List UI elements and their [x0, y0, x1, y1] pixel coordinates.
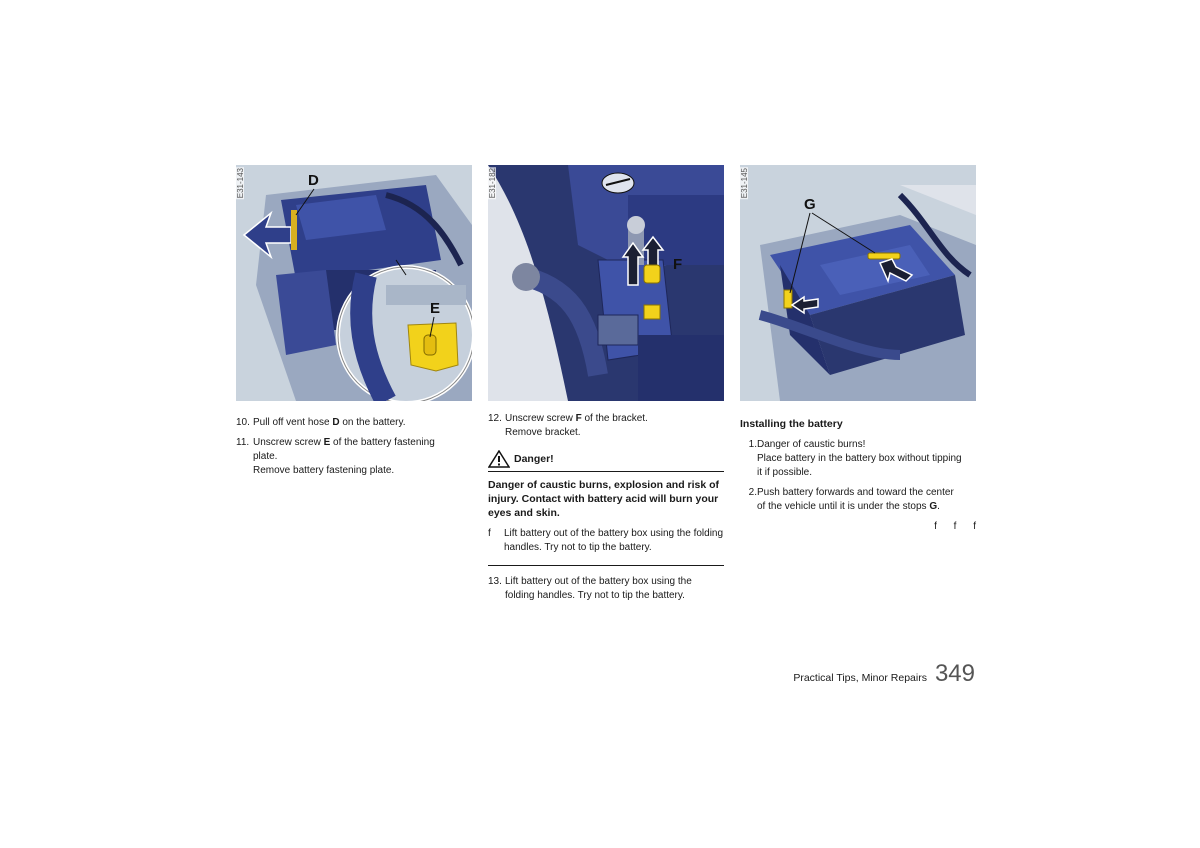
column-2 — [488, 412, 724, 609]
figure-vent-hose — [236, 165, 472, 401]
figure-3-code: E31-145 — [740, 168, 749, 199]
step-text: Danger of caustic burns! Place battery in the battery box without tipping it if possible. — [757, 439, 962, 478]
bullet-mark: f — [488, 528, 491, 539]
page-number: 349 — [934, 660, 975, 687]
step-11 — [236, 436, 472, 478]
step-text: Lift battery out of the battery box using the folding handles. Try not to tip the battery. — [505, 576, 692, 601]
column-3 — [740, 417, 976, 534]
svg-text:D: D — [308, 172, 319, 189]
danger-divider — [488, 565, 724, 566]
figure-battery-box — [740, 165, 976, 401]
figure-bracket-screw — [488, 165, 724, 401]
figure-3-illustration — [740, 165, 976, 401]
step-number: 11. — [236, 437, 250, 448]
danger-warning — [488, 450, 724, 566]
label-g: G — [929, 501, 938, 512]
danger-text: Danger of caustic burns, explosion and risk of injury. Contact with battery acid will burn your eyes and skin. — [488, 479, 720, 519]
label-d: D — [332, 417, 340, 428]
figure-2-code: E31-182 — [488, 168, 497, 199]
step-10 — [236, 416, 472, 430]
step-1 — [740, 438, 976, 480]
step-2 — [740, 486, 976, 514]
svg-text:G: G — [804, 196, 816, 213]
step-text: Push battery forwards and toward the center of the vehicle until it is under the stops G. — [757, 487, 954, 512]
section-heading: Installing the battery — [740, 418, 843, 430]
step-text: Pull off vent hose D on the battery. — [253, 417, 406, 428]
danger-bullet: f Lift battery out of the battery box using the folding handles. Try not to tip the battery. — [488, 528, 724, 553]
step-12 — [488, 412, 724, 440]
section-name: Practical Tips, Minor Repairs — [793, 672, 927, 684]
step-number: 10. — [236, 417, 250, 428]
step-number: 12. — [488, 413, 502, 424]
label-f: F — [575, 413, 582, 424]
svg-text:E: E — [430, 300, 441, 317]
danger-title: Danger! — [488, 450, 724, 472]
figure-1-code: E31-143 — [236, 168, 245, 199]
step-number: 13. — [488, 576, 502, 587]
column-1 — [236, 416, 472, 484]
continuation-marks: f f f — [934, 521, 976, 532]
svg-text:F: F — [673, 256, 683, 273]
step-13 — [488, 575, 724, 603]
step-text: Unscrew screw F of the bracket. Remove bracket. — [505, 413, 648, 438]
label-e: E — [323, 437, 331, 448]
step-text: Unscrew screw E of the battery fastening plate. Remove battery fastening plate. — [253, 437, 435, 476]
figure-2-illustration — [488, 165, 724, 401]
warning-triangle-icon — [488, 450, 510, 468]
figure-1-illustration — [236, 165, 472, 401]
step-number: 2. — [748, 487, 757, 498]
step-number: 1. — [748, 439, 757, 450]
page-footer — [793, 660, 975, 688]
